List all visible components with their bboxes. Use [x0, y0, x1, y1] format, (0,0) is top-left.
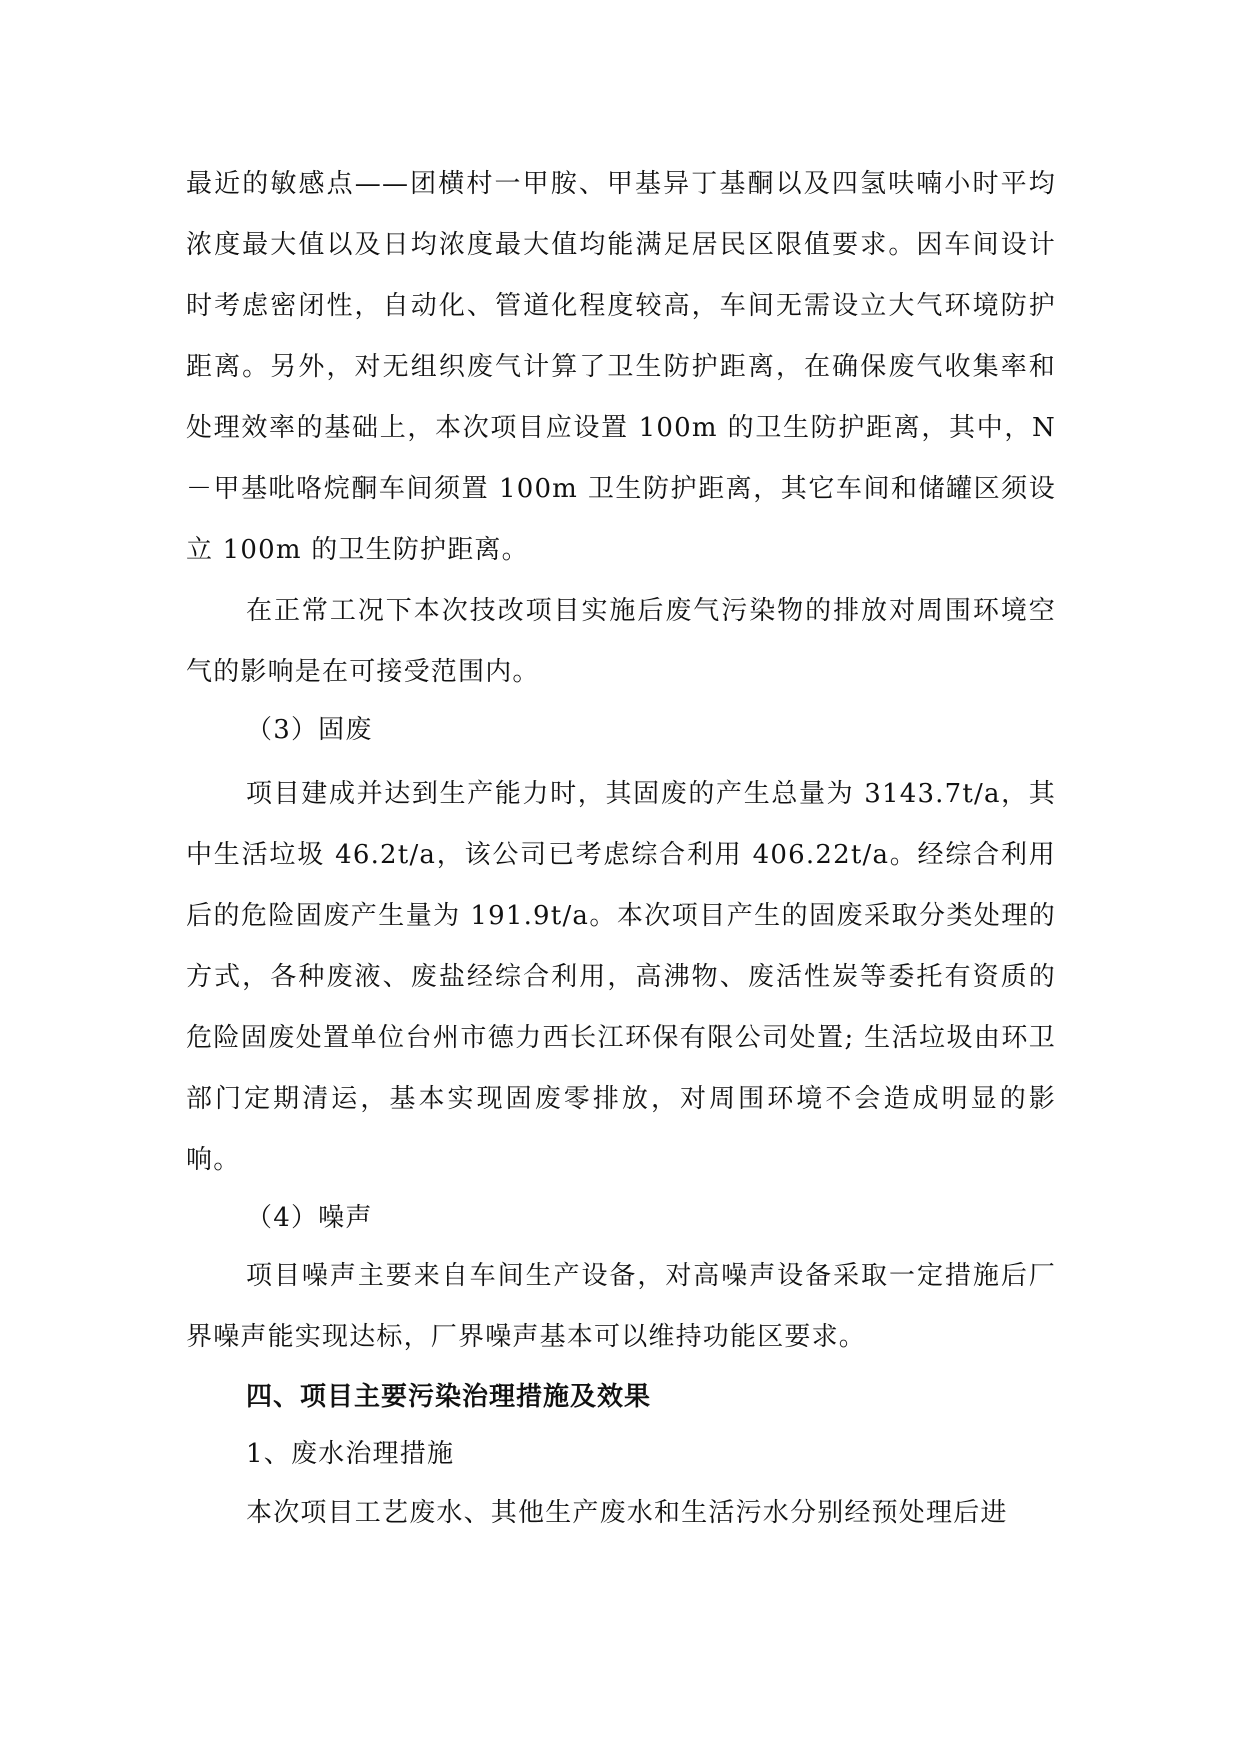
subheading-wastewater-measures: 1、废水治理措施	[246, 1439, 455, 1469]
paragraph-air-sensitive-points: 最近的敏感点——团横村一甲胺、甲基异丁基酮以及四氢呋喃小时平均浓度最大值以及日均浓度最大值均能满足居民区限值要求。因车间设计时考虑密闭性，自动化、管道化程度较高，车间无需设立大气环境防护距离。另外，对无组织废气计算了卫生防护距离，在确保废气收集率和处理效率的基础上，本次项目应设置 100m 的卫生防护距离，其中，N－甲基吡咯烷酮车间须置 100m 卫生防护距离，其它车间和储罐区须设立 100m 的卫生防护距离。	[186, 169, 1056, 565]
section-heading-pollution-control: 四、项目主要污染治理措施及效果	[246, 1382, 652, 1412]
subheading-solid-waste: （3）固废	[246, 715, 373, 745]
document-body	[186, 154, 1056, 1544]
paragraph-solid-waste: 项目建成并达到生产能力时，其固废的产生总量为 3143.7t/a，其中生活垃圾 46.2t/a，该公司已考虑综合利用 406.22t/a。经综合利用后的危险固废产生量为 191.9t/a。本次项目产生的固废采取分类处理的方式，各种废液、废盐经综合利用，高沸物、废活性炭等委托有资质的危险固废处置单位台州市德力西长江环保有限公司处置; 生活垃圾由环卫部门定期清运，基本实现固废零排放，对周围环境不会造成明显的影响。	[186, 779, 1056, 1175]
subheading-noise: （4）噪声	[246, 1203, 373, 1233]
paragraph-wastewater: 本次项目工艺废水、其他生产废水和生活污水分别经预处理后进	[246, 1498, 1008, 1528]
paragraph-noise: 项目噪声主要来自车间生产设备，对高噪声设备采取一定措施后厂界噪声能实现达标，厂界噪声基本可以维持功能区要求。	[186, 1261, 1056, 1352]
paragraph-air-conclusion: 在正常工况下本次技改项目实施后废气污染物的排放对周围环境空气的影响是在可接受范围内。	[186, 596, 1056, 687]
